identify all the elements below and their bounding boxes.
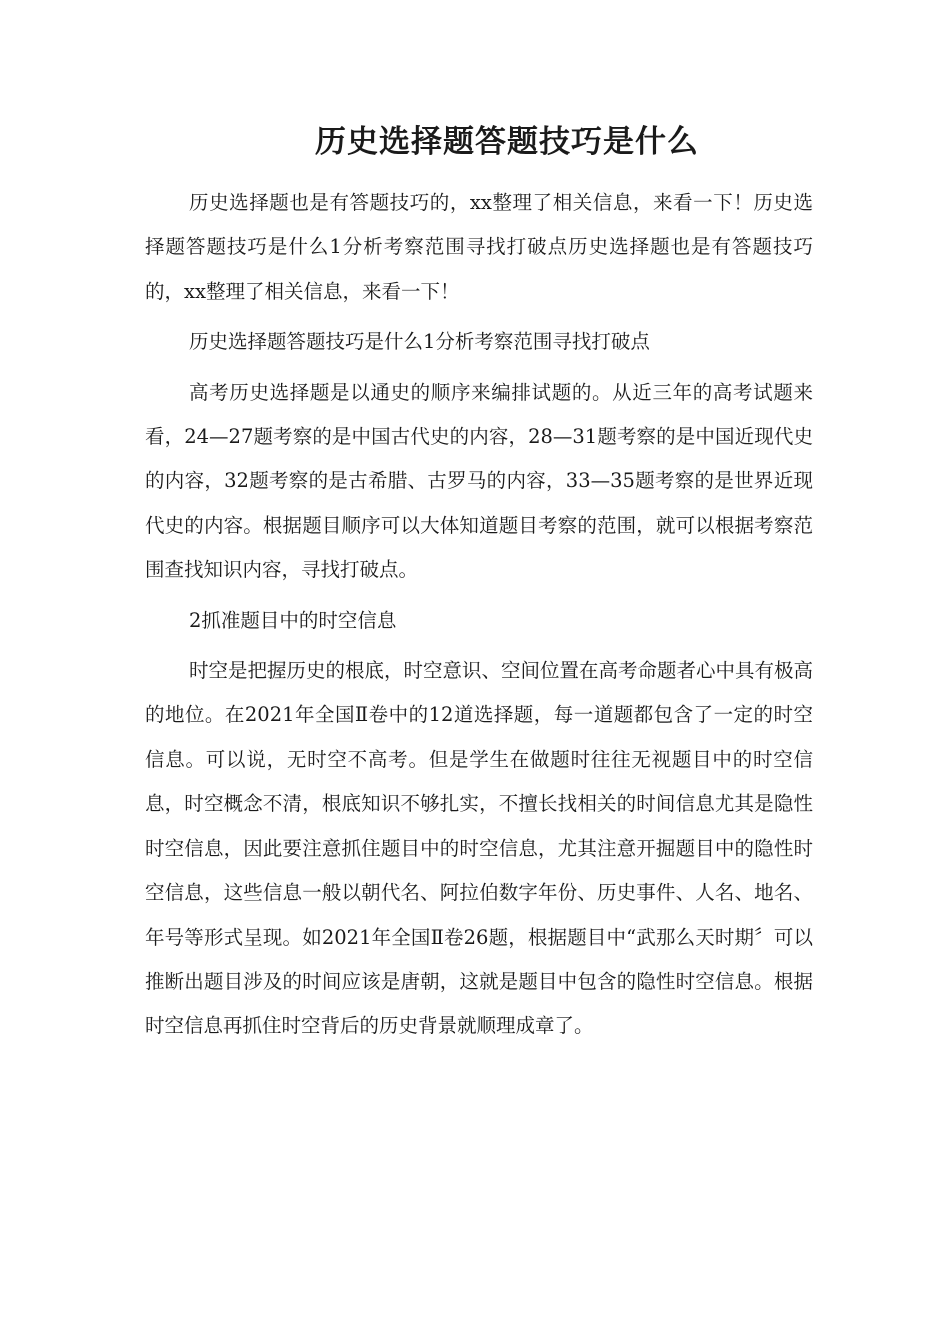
document-body	[145, 181, 813, 1055]
paragraph-spacetime: 时空是把握历史的根底，时空意识、空间位置在高考命题者心中具有极高的地位。在2021年全国Ⅱ卷中的12道选择题，每一道题都包含了一定的时空信息。可以说，无时空不高考。但是学生在做题时往往无视题目中的时空信息，时空概念不清，根底知识不够扎实，不擅长找相关的时间信息尤其是隐性时空信息，因此要注意抓住题目中的时空信息，尤其注意开掘题目中的隐性时空信息，这些信息一般以朝代名、阿拉伯数字年份、历史事件、人名、地名、年号等形式呈现。如2021年全国Ⅱ卷26题，根据题目中“武那么天时期〞可以推断出题目涉及的时间应该是唐朝，这就是题目中包含的隐性时空信息。根据时空信息再抓住时空背后的历史背景就顺理成章了。	[145, 659, 814, 1038]
paragraph-intro: 历史选择题也是有答题技巧的，xx整理了相关信息，来看一下！历史选择题答题技巧是什么1分析考察范围寻找打破点历史选择题也是有答题技巧的，xx整理了相关信息，来看一下！	[145, 191, 813, 303]
paragraph-scope: 高考历史选择题是以通史的顺序来编排试题的。从近三年的高考试题来看，24—27题考察的是中国古代史的内容，28—31题考察的是中国近现代史的内容，32题考察的是古希腊、古罗马的内容，33—35题考察的是世界近现代史的内容。根据题目顺序可以大体知道题目考察的范围，就可以根据考察范围查找知识内容，寻找打破点。	[145, 380, 813, 582]
paragraph-heading-1: 历史选择题答题技巧是什么1分析考察范围寻找打破点	[189, 330, 650, 354]
document-title: 历史选择题答题技巧是什么	[315, 124, 699, 160]
paragraph-heading-2: 2抓准题目中的时空信息	[189, 608, 397, 632]
